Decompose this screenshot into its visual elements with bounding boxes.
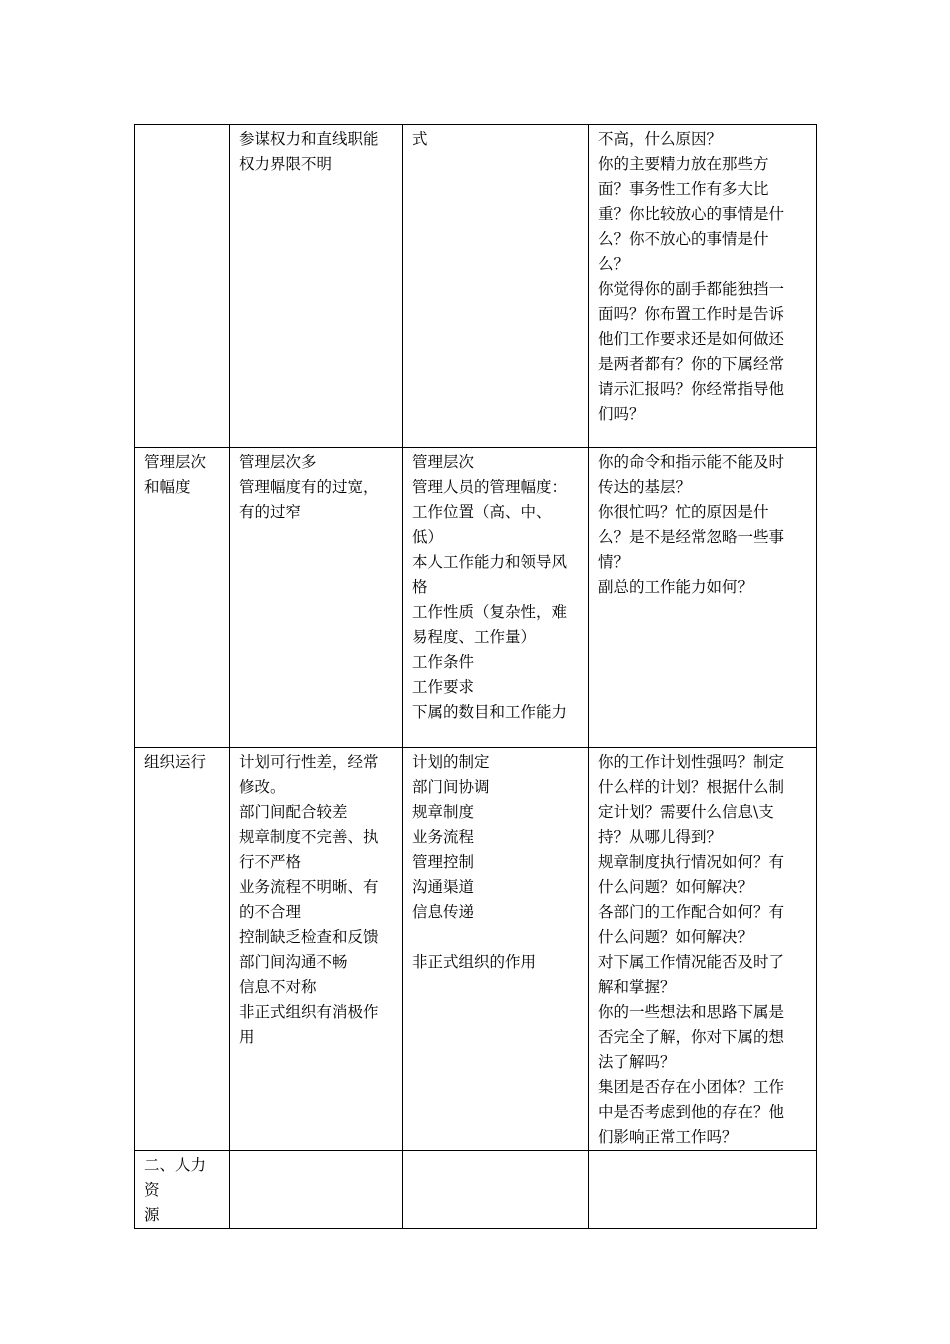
factor-cell <box>403 748 589 1151</box>
cell-text-line: 副总的工作能力如何？ <box>598 578 754 596</box>
cell-text-line: 的不合理 <box>239 903 302 921</box>
cell-text-line: 什么样的计划？根据什么制 <box>598 778 785 796</box>
cell-text-line: 部门间配合较差 <box>239 803 348 821</box>
cell-text-line: 规章制度不完善、执 <box>239 828 379 846</box>
cell-text-line: 管理控制 <box>412 853 475 871</box>
problem-cell <box>230 125 403 448</box>
cell-text-line: 传达的基层？ <box>598 478 692 496</box>
cell-text-line: 各部门的工作配合如何？有 <box>598 903 785 921</box>
cell-text-line: 你的一些想法和思路下属是 <box>598 1003 785 1021</box>
category-cell <box>135 448 230 748</box>
cell-text-line: 修改。 <box>239 778 286 796</box>
cell-text-line: 请示汇报吗？你经常指导他 <box>598 380 785 398</box>
cell-text-line: 你的主要精力放在那些方 <box>598 155 769 173</box>
question-cell <box>589 748 817 1151</box>
cell-text-line: 信息不对称 <box>239 978 317 996</box>
cell-text-line: 式 <box>412 130 428 148</box>
cell-text-line: 面？事务性工作有多大比 <box>598 180 769 198</box>
cell-text-line: 计划可行性差，经常 <box>239 753 379 771</box>
cell-text-line: 行不严格 <box>239 853 302 871</box>
table-row <box>135 448 817 748</box>
cell-text-line: 管理层次 <box>412 453 475 471</box>
cell-text-line: 重？你比较放心的事情是什 <box>598 205 785 223</box>
cell-text-line: 部门间协调 <box>412 778 490 796</box>
cell-text-line: 集团是否存在小团体？工作 <box>598 1078 785 1096</box>
cell-text-line: 你很忙吗？忙的原因是什 <box>598 503 769 521</box>
cell-text-line: 格 <box>412 578 428 596</box>
cell-text-line: 管理层次多 <box>239 453 317 471</box>
cell-text-line: 什么问题？如何解决？ <box>598 928 754 946</box>
cell-text-line: 什么问题？如何解决？ <box>598 878 754 896</box>
cell-text-line: 们影响正常工作吗？ <box>598 1128 738 1146</box>
cell-text-line: 面吗？你布置工作时是告诉 <box>598 305 785 323</box>
cell-text-line: 易程度、工作量） <box>412 628 537 646</box>
cell-text-line: 你的工作计划性强吗？制定 <box>598 753 785 771</box>
cell-text-line: 工作要求 <box>412 678 475 696</box>
cell-text-line: 信息传递 <box>412 903 475 921</box>
cell-text-line: 对下属工作情况能否及时了 <box>598 953 785 971</box>
cell-text-line: 下属的数目和工作能力 <box>412 703 568 721</box>
cell-text-line: 非正式组织的作用 <box>412 953 537 971</box>
cell-text-line: 本人工作能力和领导风 <box>412 553 568 571</box>
question-cell <box>589 448 817 748</box>
cell-text-line: 否完全了解，你对下属的想 <box>598 1028 785 1046</box>
cell-text-line: 是两者都有？你的下属经常 <box>598 355 785 373</box>
table-row <box>135 748 817 1151</box>
question-cell <box>589 125 817 448</box>
cell-text-line: 业务流程不明晰、有 <box>239 878 379 896</box>
cell-text-line: 工作条件 <box>412 653 475 671</box>
cell-text-line: 中是否考虑到他的存在？他 <box>598 1103 785 1121</box>
cell-text-line: 们吗？ <box>598 405 645 423</box>
cell-text-line: 沟通渠道 <box>412 878 475 896</box>
cell-text-line: 计划的制定 <box>412 753 490 771</box>
cell-text-line: 源 <box>144 1206 160 1224</box>
cell-text-line: 么？是不是经常忽略一些事 <box>598 528 785 546</box>
cell-text-line: 不高，什么原因？ <box>598 130 723 148</box>
cell-text-line: 规章制度 <box>412 803 475 821</box>
question-cell <box>589 1151 817 1229</box>
cell-text-line: 工作性质（复杂性，难 <box>412 603 568 621</box>
table-row <box>135 125 817 448</box>
cell-text-line: 参谋权力和直线职能 <box>239 130 379 148</box>
cell-text-line: 有的过窄 <box>239 503 302 521</box>
category-cell <box>135 748 230 1151</box>
category-cell <box>135 125 230 448</box>
cell-text-line: 你觉得你的副手都能独挡一 <box>598 280 785 298</box>
cell-text-line: 控制缺乏检查和反馈 <box>239 928 379 946</box>
problem-cell <box>230 1151 403 1229</box>
cell-text-line: 业务流程 <box>412 828 475 846</box>
cell-text-line: 么？ <box>598 255 630 273</box>
cell-text-line: 非正式组织有消极作 <box>239 1003 379 1021</box>
table-row <box>135 1151 817 1229</box>
cell-text-line: 二、人力资 <box>144 1156 207 1199</box>
cell-text-line: 定计划？需要什么信息\支 <box>598 803 774 821</box>
cell-text-line: 组织运行 <box>144 753 207 771</box>
cell-text-line: 法了解吗？ <box>598 1053 676 1071</box>
cell-text-line: 低） <box>412 528 444 546</box>
category-cell <box>135 1151 230 1229</box>
cell-text-line: 权力界限不明 <box>239 155 333 173</box>
problem-cell <box>230 748 403 1151</box>
factor-cell <box>403 1151 589 1229</box>
cell-text-line: 工作位置（高、中、 <box>412 503 552 521</box>
cell-text-line: 部门间沟通不畅 <box>239 953 348 971</box>
cell-text-line: 用 <box>239 1028 255 1046</box>
cell-text-line: 管理层次 <box>144 453 207 471</box>
factor-cell <box>403 125 589 448</box>
cell-text-line <box>412 925 580 950</box>
cell-text-line: 他们工作要求还是如何做还 <box>598 330 785 348</box>
cell-text-line: 和幅度 <box>144 478 191 496</box>
factor-cell <box>403 448 589 748</box>
cell-text-line: 你的命令和指示能不能及时 <box>598 453 785 471</box>
assessment-table <box>134 124 817 1229</box>
problem-cell <box>230 448 403 748</box>
cell-text-line: 管理人员的管理幅度： <box>412 478 568 496</box>
cell-text-line: 规章制度执行情况如何？有 <box>598 853 785 871</box>
cell-text-line: 情？ <box>598 553 630 571</box>
cell-text-line: 解和掌握？ <box>598 978 676 996</box>
cell-text-line: 么？你不放心的事情是什 <box>598 230 769 248</box>
cell-text-line: 持？从哪儿得到？ <box>598 828 723 846</box>
cell-text-line: 管理幅度有的过宽， <box>239 478 379 496</box>
